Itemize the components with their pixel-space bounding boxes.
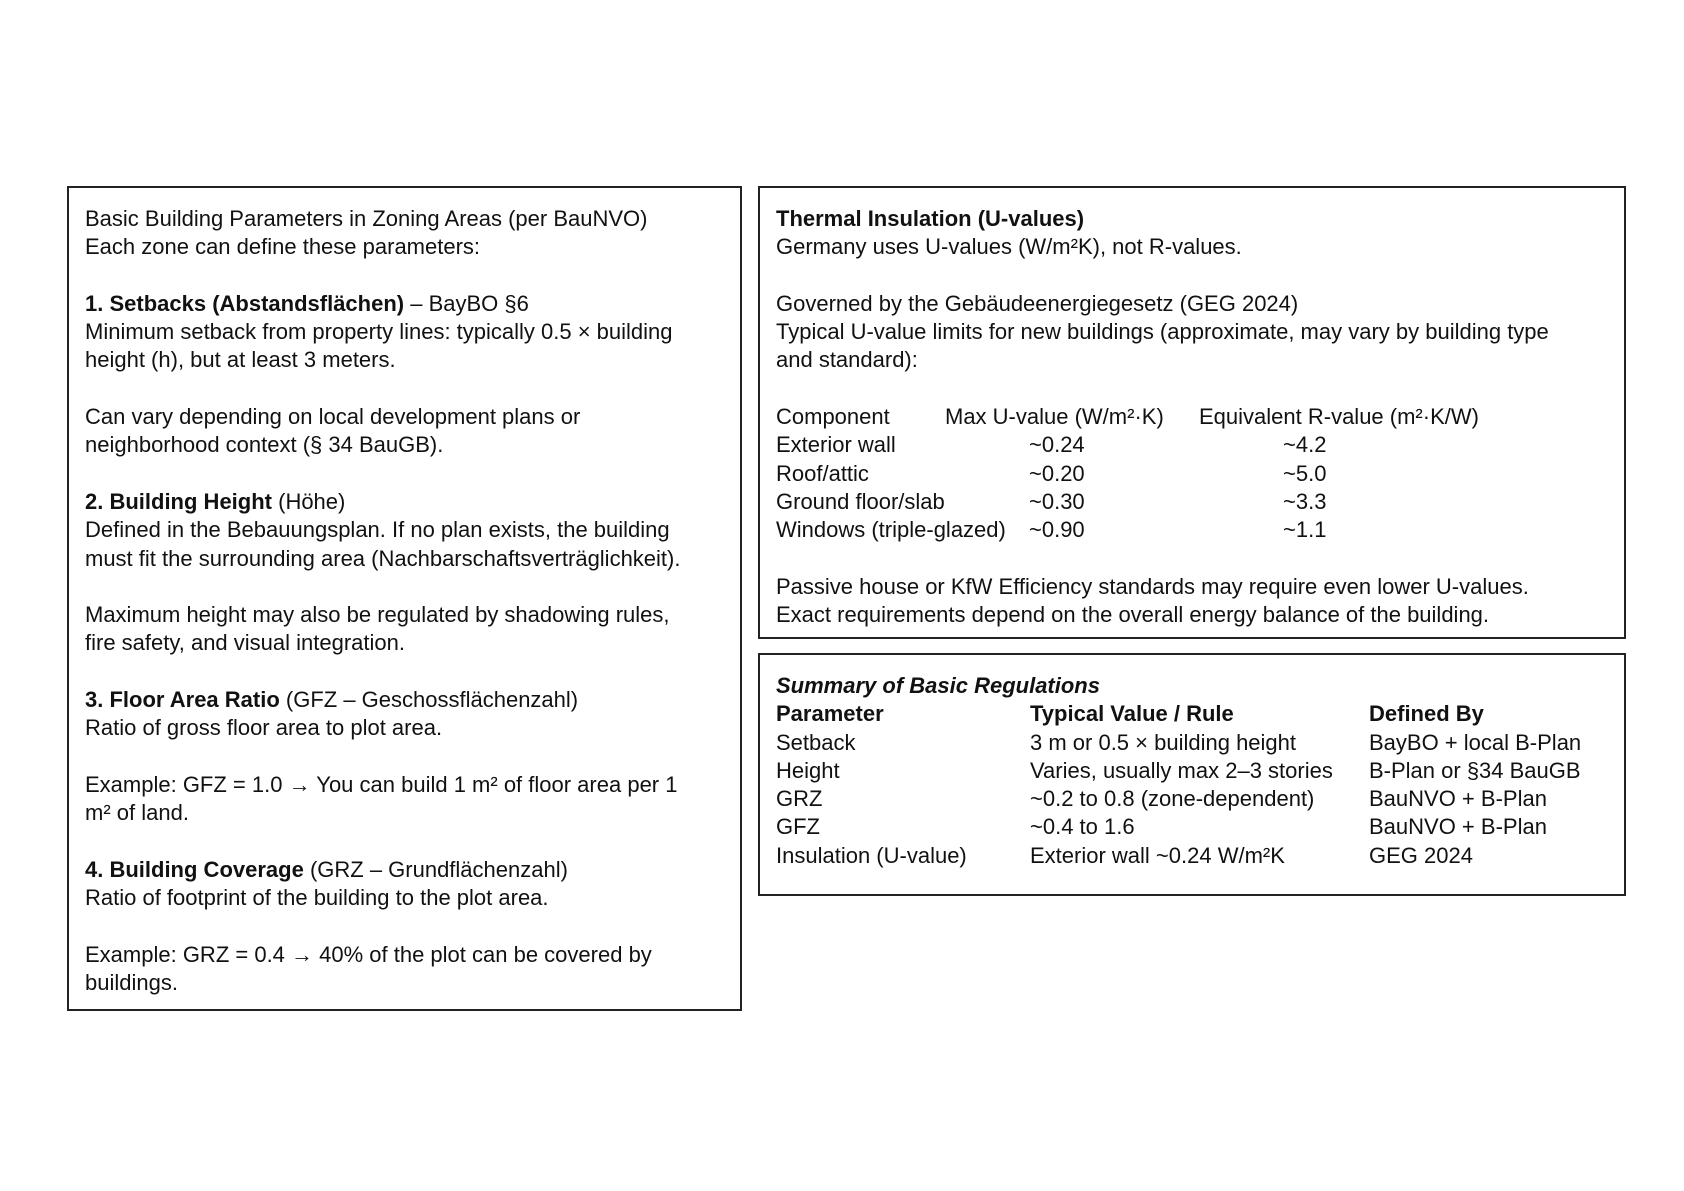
thermal-title: Thermal Insulation (U-values) bbox=[776, 206, 1085, 231]
text-line: fire safety, and visual integration. bbox=[85, 630, 405, 656]
cell: ~0.4 to 1.6 bbox=[1030, 814, 1135, 840]
cell: Ground floor/slab bbox=[776, 488, 945, 514]
header-cell: Parameter bbox=[776, 701, 884, 727]
summary-panel bbox=[758, 653, 1626, 896]
cell: BauNVO + B-Plan bbox=[1369, 786, 1547, 812]
header-cell: Typical Value / Rule bbox=[1030, 701, 1234, 727]
cell: ~4.2 bbox=[1283, 432, 1327, 458]
cell: ~0.24 bbox=[1029, 432, 1085, 458]
table-row bbox=[776, 431, 1624, 459]
text-line: Example: GFZ = 1.0 → You can build 1 m² of floor area per 1 bbox=[85, 771, 678, 797]
text-line: Germany uses U-values (W/m²K), not R-values. bbox=[776, 234, 1242, 260]
cell: GRZ bbox=[776, 786, 823, 812]
cell: Roof/attic bbox=[776, 460, 869, 486]
far-heading: 3. Floor Area Ratio (GFZ – Geschossflächenzahl) bbox=[85, 687, 579, 713]
text-line: Governed by the Gebäudeenergiegesetz (GEG 2024) bbox=[776, 290, 1299, 316]
cell: ~0.20 bbox=[1029, 460, 1085, 486]
cell: GEG 2024 bbox=[1369, 842, 1473, 868]
coverage-heading: 4. Building Coverage (GRZ – Grundflächenzahl) bbox=[85, 856, 568, 882]
text-line: Example: GRZ = 0.4 → 40% of the plot can be covered by bbox=[85, 941, 652, 967]
text-line: Ratio of footprint of the building to the plot area. bbox=[85, 885, 549, 911]
header-cell: Equivalent R-value (m²·K/W) bbox=[1199, 404, 1479, 430]
text-line: and standard): bbox=[776, 347, 918, 373]
table-row bbox=[776, 785, 1624, 813]
table-row bbox=[776, 516, 1624, 544]
table-row bbox=[776, 813, 1624, 841]
cell: Windows (triple-glazed) bbox=[776, 517, 1006, 543]
thermal-insulation-panel bbox=[758, 186, 1626, 639]
setbacks-heading: 1. Setbacks (Abstandsflächen) – BayBO §6 bbox=[85, 290, 529, 316]
text-line: Exact requirements depend on the overall energy balance of the building. bbox=[776, 602, 1490, 628]
cell: BayBO + local B-Plan bbox=[1369, 729, 1582, 755]
cell: ~0.90 bbox=[1029, 517, 1085, 543]
cell: 3 m or 0.5 × building height bbox=[1030, 729, 1297, 755]
summary-table-header bbox=[776, 700, 1624, 728]
cell: BauNVO + B-Plan bbox=[1369, 814, 1547, 840]
height-heading: 2. Building Height (Höhe) bbox=[85, 488, 346, 514]
header-cell: Defined By bbox=[1369, 701, 1484, 727]
text-line: Minimum setback from property lines: typically 0.5 × building bbox=[85, 319, 673, 345]
text-line: Typical U-value limits for new buildings (approximate, may vary by building type bbox=[776, 319, 1549, 345]
text-line: Passive house or KfW Efficiency standards may require even lower U-values. bbox=[776, 573, 1529, 599]
cell: ~5.0 bbox=[1283, 460, 1327, 486]
cell: Exterior wall bbox=[776, 432, 896, 458]
cell: GFZ bbox=[776, 814, 820, 840]
cell: ~3.3 bbox=[1283, 488, 1327, 514]
table-row bbox=[776, 757, 1624, 785]
text-line: Defined in the Bebauungsplan. If no plan exists, the building bbox=[85, 517, 670, 543]
cell: B-Plan or §34 BauGB bbox=[1369, 757, 1581, 783]
cell: Height bbox=[776, 757, 840, 783]
text-line: buildings. bbox=[85, 970, 178, 996]
u-value-table-header bbox=[776, 403, 1624, 431]
cell: Exterior wall ~0.24 W/m²K bbox=[1030, 842, 1285, 868]
text-line: must fit the surrounding area (Nachbarschaftsverträglichkeit). bbox=[85, 545, 681, 571]
cell: Insulation (U-value) bbox=[776, 842, 967, 868]
text-line: Can vary depending on local development plans or bbox=[85, 404, 581, 430]
text-line: neighborhood context (§ 34 BauGB). bbox=[85, 432, 444, 458]
cell: Varies, usually max 2–3 stories bbox=[1030, 757, 1333, 783]
zoning-parameters-panel bbox=[67, 186, 742, 1011]
cell: Setback bbox=[776, 729, 856, 755]
table-row bbox=[776, 460, 1624, 488]
cell: ~0.2 to 0.8 (zone-dependent) bbox=[1030, 786, 1315, 812]
text-line: Maximum height may also be regulated by shadowing rules, bbox=[85, 602, 670, 628]
header-cell: Component bbox=[776, 404, 890, 430]
header-cell: Max U-value (W/m²·K) bbox=[945, 404, 1164, 430]
table-row bbox=[776, 488, 1624, 516]
panel-title: Basic Building Parameters in Zoning Areas (per BauNVO) bbox=[85, 206, 648, 231]
table-row bbox=[776, 842, 1624, 870]
table-row bbox=[776, 729, 1624, 757]
cell: ~1.1 bbox=[1283, 517, 1327, 543]
intro-text: Each zone can define these parameters: bbox=[85, 234, 481, 260]
text-line: m² of land. bbox=[85, 800, 189, 826]
summary-title: Summary of Basic Regulations bbox=[776, 673, 1100, 698]
cell: ~0.30 bbox=[1029, 488, 1085, 514]
text-line: height (h), but at least 3 meters. bbox=[85, 347, 396, 373]
text-line: Ratio of gross floor area to plot area. bbox=[85, 715, 443, 741]
